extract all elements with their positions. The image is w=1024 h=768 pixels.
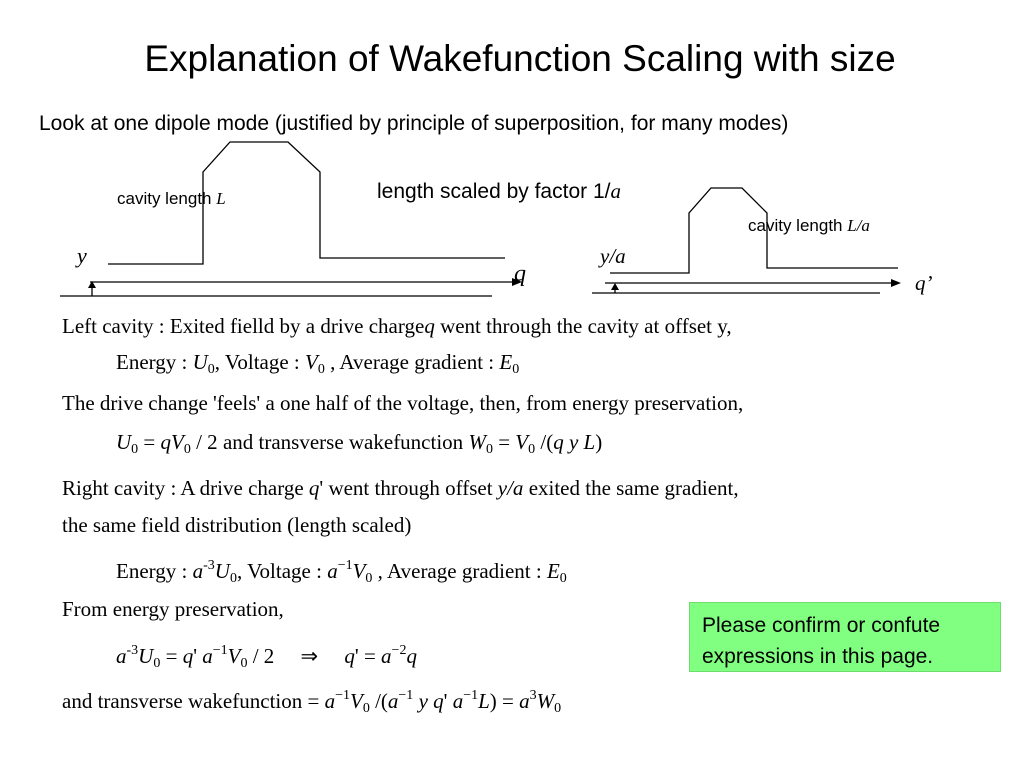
eq-left-cavity: Left cavity : Exited fielld by a drive chargeq went through the cavity at offset y,	[62, 314, 732, 338]
right-beam-arrowhead	[891, 279, 901, 287]
slide-title: Explanation of Wakefunction Scaling with size	[144, 38, 896, 79]
eq-left-wakefunction: $U_0 = qV_0 / 2$ and transverse wakefunction $W_0 = V_0$ /(q y L)	[116, 430, 603, 457]
right-offset-arrowhead	[611, 283, 619, 290]
eq-right-cavity: Right cavity : A drive charge q' went through offset y/a exited the same gradient,	[62, 476, 739, 500]
left-offset-label: y	[77, 243, 87, 268]
left-charge-label: q	[514, 261, 526, 287]
left-cavity-label: cavity length L	[117, 189, 226, 208]
eq-right-wakefunction: and transverse wakefunction = $a^{-1}V_0$ $/(a^{-1}$ y q' $a^{-1}L) = a^3W_0$	[62, 688, 562, 716]
cavity-diagram	[0, 0, 1024, 310]
eq-drive-feels: The drive change 'feels' a one half of the voltage, then, from energy preservation,	[62, 391, 744, 415]
eq-left-energy: Energy : $U_0$, Voltage : $V_0$ , Average gradient : $E_0$	[116, 350, 520, 377]
right-offset-label: y/a	[600, 244, 626, 268]
scale-factor-label: length scaled by factor 1/a	[377, 179, 621, 203]
eq-same-field: the same field distribution (length scaled)	[62, 513, 412, 537]
left-cavity	[60, 142, 520, 296]
right-charge-label: q’	[915, 271, 933, 295]
right-cavity-label: cavity length L/a	[748, 216, 870, 235]
confirm-note-box: Please confirm or confute expressions in this page.	[689, 602, 1001, 672]
slide-subtitle: Look at one dipole mode (justified by principle of superposition, for many modes)	[39, 112, 789, 135]
eq-right-energy: Energy : $a^{-3}U_0$, Voltage : $a^{-1}V_0$ , Average gradient : $E_0$	[116, 558, 567, 586]
right-cavity	[592, 188, 898, 293]
eq-energy-preservation: From energy preservation,	[62, 597, 284, 621]
eq-scaled-charge: $a^{-3}U_0 = q'$ $a^{-1}V_0 / 2$ ⇒ $q' = a^{-2}q$	[116, 643, 417, 671]
